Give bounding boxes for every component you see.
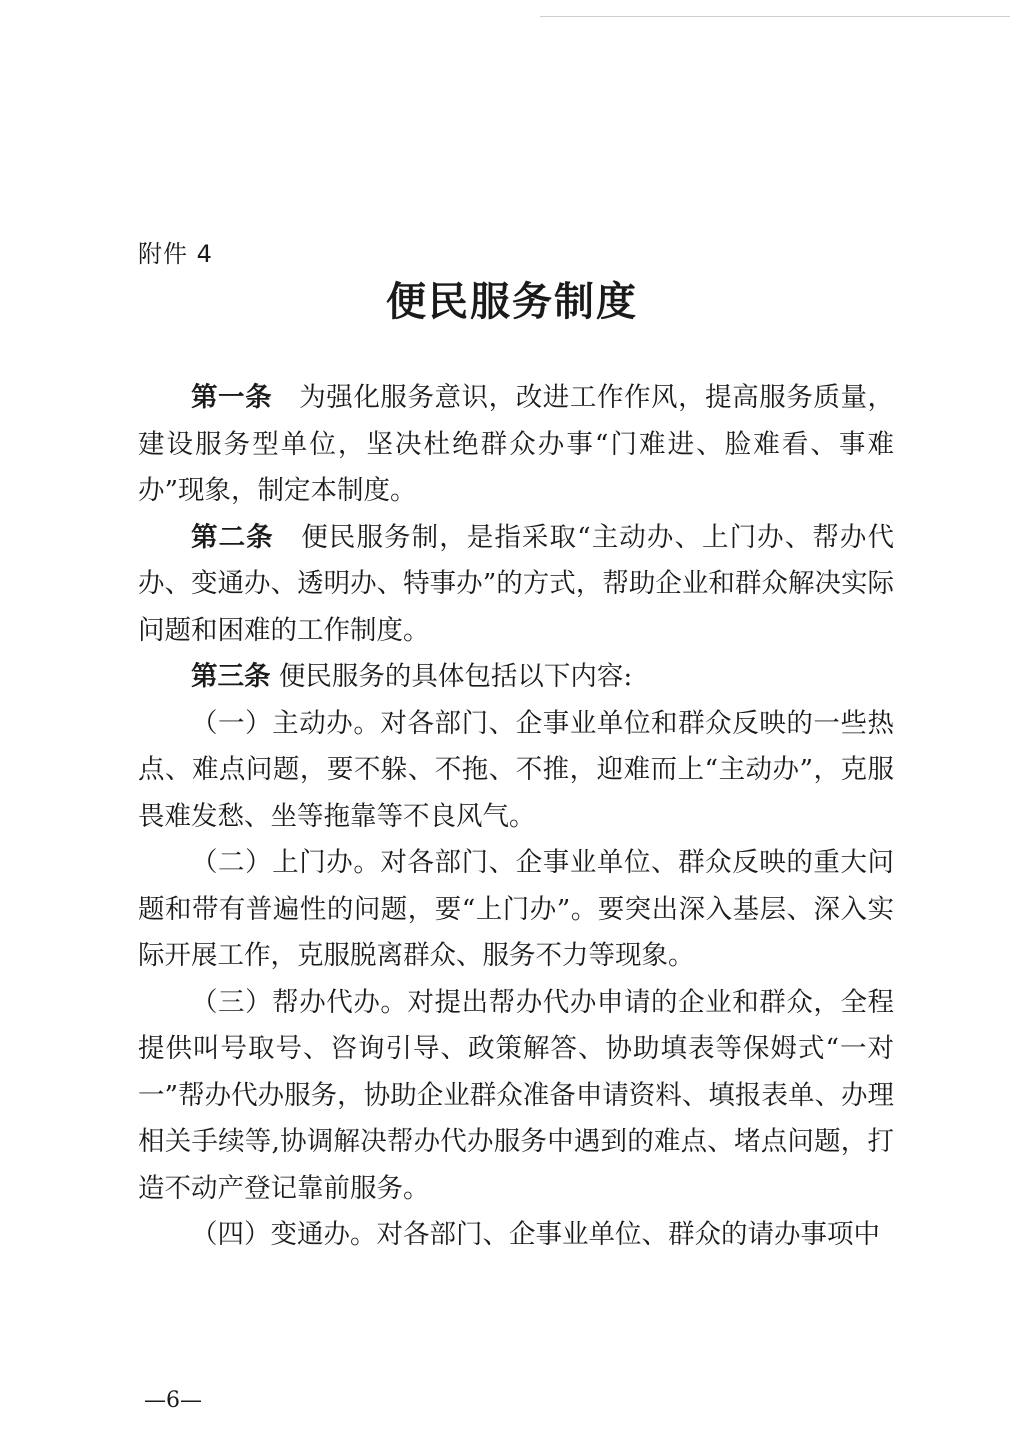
paragraph-article-2 — [138, 515, 894, 655]
paragraph-text: （四）变通办。对各部门、企事业单位、群众的请办事项中 — [191, 1219, 880, 1250]
scan-edge-line — [540, 16, 1010, 17]
paragraph-text: 便民服务制，是指采取“主动办、上门办、帮办代办、变通办、透明办、特事办”的方式，帮助企业和群众解决实际问题和困难的工作制度。 — [138, 521, 894, 646]
article-heading: 第一条 — [191, 382, 273, 413]
article-heading: 第三条 — [191, 661, 271, 692]
paragraph-item-2 — [138, 840, 894, 980]
paragraph-article-3 — [138, 654, 894, 701]
paragraph-item-3 — [138, 980, 894, 1213]
paragraph-text: （二）上门办。对各部门、企事业单位、群众反映的重大问题和带有普遍性的问题，要“上门办”。要突出深入基层、深入实际开展工作，克服脱离群众、服务不力等现象。 — [138, 847, 894, 971]
attachment-label: 附件 4 — [138, 240, 213, 268]
paragraph-text: （一）主动办。对各部门、企事业单位和群众反映的一些热点、难点问题，要不躲、不拖、不推，迎难而上“主动办”，克服畏难发愁、坐等拖靠等不良风气。 — [138, 707, 894, 832]
article-heading: 第二条 — [191, 521, 274, 553]
paragraph-item-1 — [138, 701, 894, 841]
paragraph-text: 便民服务的具体包括以下内容: — [270, 661, 633, 692]
paragraph-item-4 — [138, 1212, 894, 1259]
document-title: 便民服务制度 — [386, 278, 638, 325]
page-number: —6— — [144, 1388, 202, 1413]
paragraph-text: 为强化服务意识，改进工作作风，提高服务质量，建设服务型单位，坚决杜绝群众办事“门难进、脸难看、事难办”现象，制定本制度。 — [138, 382, 895, 506]
paragraph-article-1 — [138, 375, 894, 515]
paragraph-text: （三）帮办代办。对提出帮办代办申请的企业和群众，全程提供叫号取号、咨询引导、政策解答、协助填表等保姆式“一对一”帮办代办服务，协助企业群众准备申请资料、填报表单、办理相关手续等,协调解决帮办代办服务中遇到的难点、堵点问题，打造不动产登记靠前服务。 — [138, 986, 894, 1204]
document-body — [138, 375, 894, 1259]
